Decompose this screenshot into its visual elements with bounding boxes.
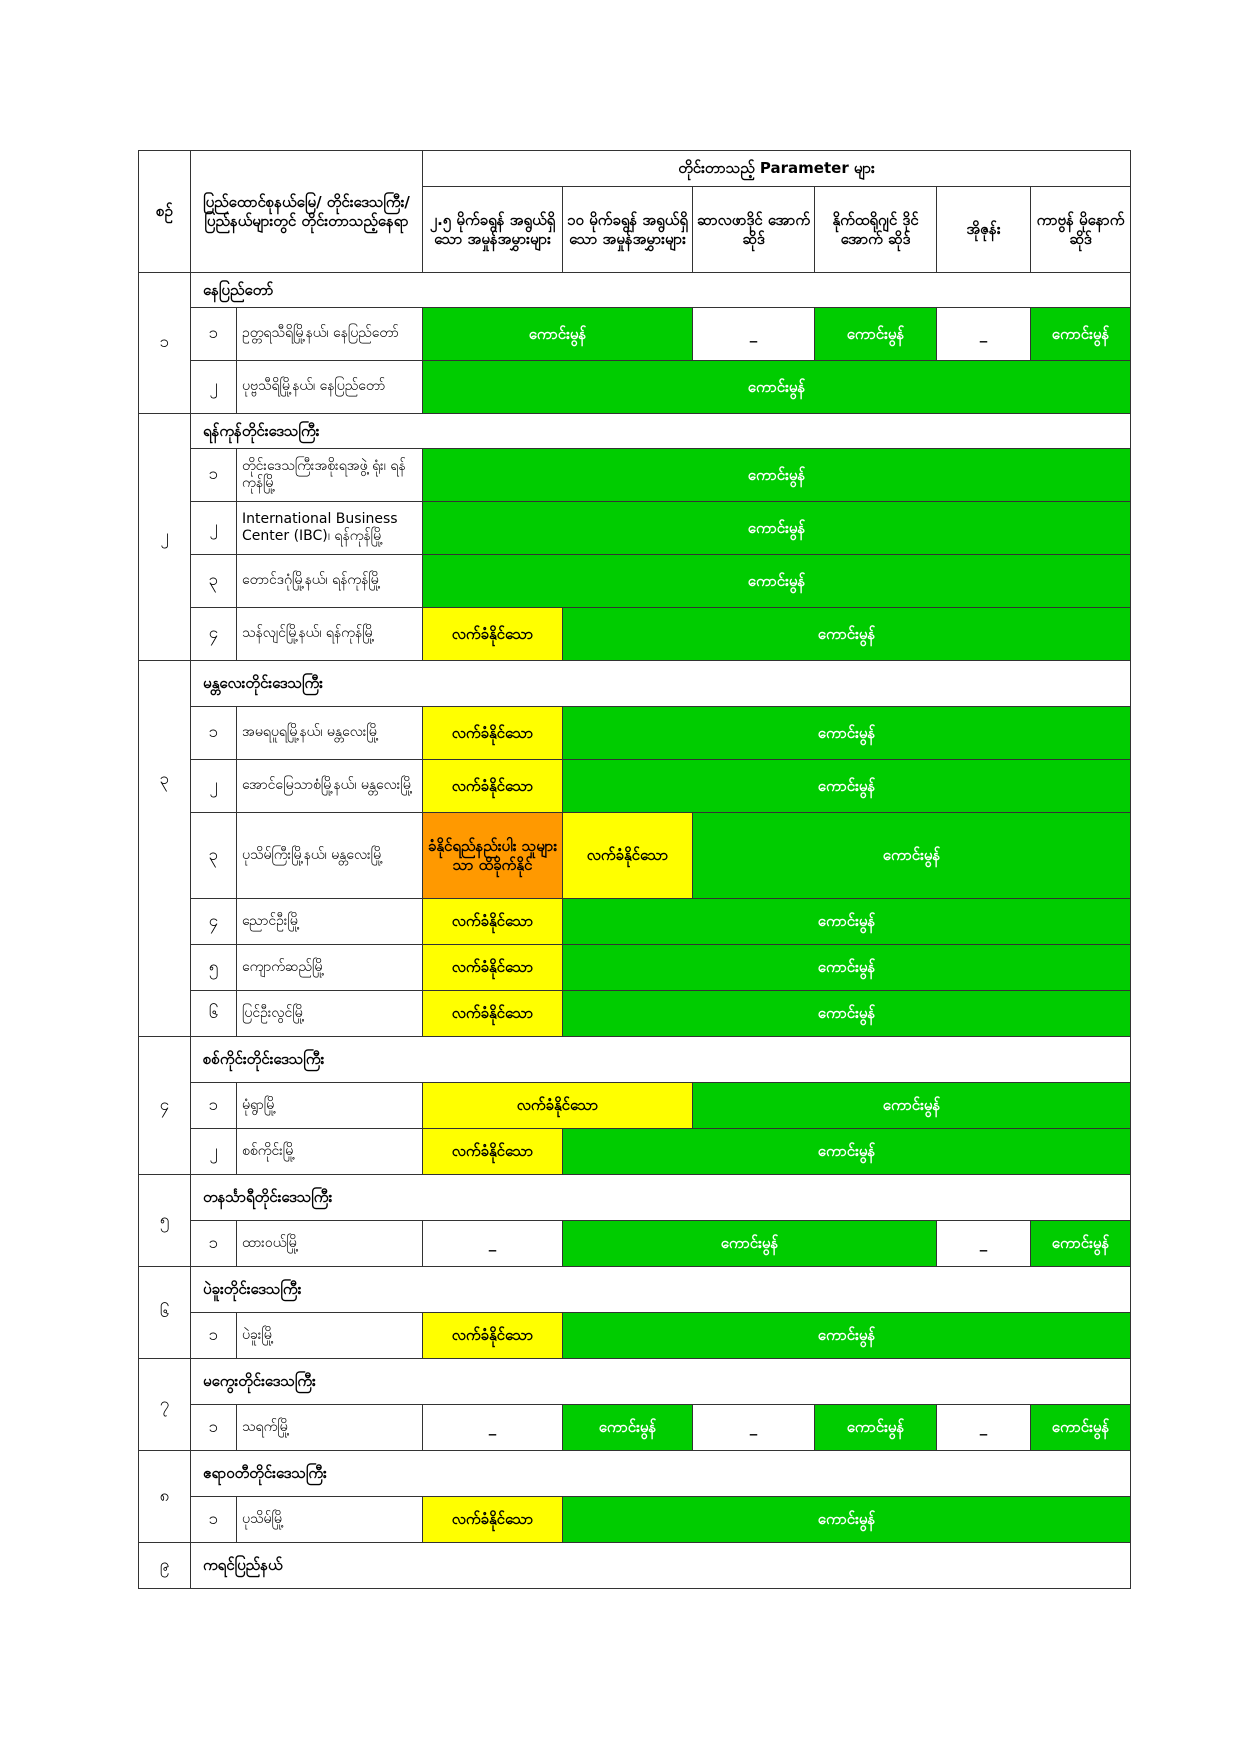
status-good: ကောင်းမွန် — [563, 707, 1131, 760]
status-none: _ — [937, 308, 1031, 361]
status-moderate: လက်ခံနိုင်သော — [423, 707, 563, 760]
region-number: ၄ — [139, 1037, 191, 1175]
status-none: _ — [693, 1405, 815, 1451]
status-moderate: လက်ခံနိုင်သော — [423, 608, 563, 661]
status-moderate: လက်ခံနိုင်သော — [423, 1129, 563, 1175]
region-number: ၆ — [139, 1267, 191, 1359]
site-name: ပုသိမ်ကြီးမြို့နယ်၊ မန္တလေးမြို့ — [237, 813, 423, 899]
status-moderate: လက်ခံနိုင်သော — [423, 1083, 693, 1129]
site-name: တောင်ဒဂုံမြို့နယ်၊ ရန်ကုန်မြို့ — [237, 555, 423, 608]
site-name: ပုသိမ်မြို့ — [237, 1497, 423, 1543]
site-number: ၃ — [191, 555, 237, 608]
status-good: ကောင်းမွန် — [423, 308, 693, 361]
site-name: သန်လျင်မြို့နယ်၊ ရန်ကုန်မြို့ — [237, 608, 423, 661]
site-name: International Business Center (IBC)၊ ရန်ကုန်မြို့ — [237, 502, 423, 555]
status-good: ကောင်းမွန် — [563, 1405, 693, 1451]
site-number: ၄ — [191, 899, 237, 945]
site-number: ၁ — [191, 1405, 237, 1451]
header-location: ပြည်ထောင်စုနယ်မြေ/ တိုင်းဒေသကြီး/ ပြည်နယ်များတွင် တိုင်းတာသည့်နေရာ — [191, 151, 423, 273]
header-no2: နိုက်ထရိုဂျင် ဒိုင်အောက် ဆိုဒ် — [815, 187, 937, 273]
site-name: ညောင်ဦးမြို့ — [237, 899, 423, 945]
status-none: _ — [423, 1405, 563, 1451]
site-name: ပဲခူးမြို့ — [237, 1313, 423, 1359]
header-so2: ဆာလဖာဒိုင် အောက်ဆိုဒ် — [693, 187, 815, 273]
status-good: ကောင်းမွန် — [563, 945, 1131, 991]
region-name: မန္တလေးတိုင်းဒေသကြီး — [191, 661, 1131, 707]
status-moderate: လက်ခံနိုင်သော — [423, 991, 563, 1037]
site-number: ၂ — [191, 760, 237, 813]
status-good: ကောင်းမွန် — [423, 502, 1131, 555]
site-number: ၁ — [191, 1497, 237, 1543]
site-number: ၁ — [191, 308, 237, 361]
site-number: ၃ — [191, 813, 237, 899]
status-good: ကောင်းမွန် — [563, 1313, 1131, 1359]
status-good: ကောင်းမွန် — [563, 991, 1131, 1037]
header-no: စဉ် — [139, 151, 191, 273]
status-moderate: လက်ခံနိုင်သော — [423, 1497, 563, 1543]
site-number: ၁ — [191, 707, 237, 760]
site-number: ၁ — [191, 449, 237, 502]
site-name: မုံရွာမြို့ — [237, 1083, 423, 1129]
status-none: _ — [937, 1221, 1031, 1267]
status-good: ကောင်းမွန် — [423, 361, 1131, 414]
status-good: ကောင်းမွန် — [1031, 1405, 1131, 1451]
site-number: ၄ — [191, 608, 237, 661]
status-good: ကောင်းမွန် — [1031, 308, 1131, 361]
status-none: _ — [423, 1221, 563, 1267]
region-name: မကွေးတိုင်းဒေသကြီး — [191, 1359, 1131, 1405]
site-name: ထားဝယ်မြို့ — [237, 1221, 423, 1267]
region-name: နေပြည်တော် — [191, 273, 1131, 308]
header-co: ကာဗွန် မိုနောက် ဆိုဒ် — [1031, 187, 1131, 273]
region-number: ၃ — [139, 661, 191, 899]
status-moderate: လက်ခံနိုင်သော — [423, 945, 563, 991]
region-name: စစ်ကိုင်းတိုင်းဒေသကြီး — [191, 1037, 1131, 1083]
status-good: ကောင်းမွန် — [563, 1221, 937, 1267]
status-moderate: လက်ခံနိုင်သော — [423, 899, 563, 945]
status-none: _ — [937, 1405, 1031, 1451]
status-good: ကောင်းမွန် — [815, 308, 937, 361]
site-name: ပုဗ္ဗသီရိမြို့နယ်၊ နေပြည်တော် — [237, 361, 423, 414]
site-number: ၁ — [191, 1221, 237, 1267]
status-good: ကောင်းမွန် — [563, 760, 1131, 813]
status-good: ကောင်းမွန် — [563, 1129, 1131, 1175]
region-number-continued — [139, 899, 191, 1037]
status-good: ကောင်းမွန် — [693, 813, 1131, 899]
site-name: သရက်မြို့ — [237, 1405, 423, 1451]
region-number: ၇ — [139, 1359, 191, 1451]
site-number: ၂ — [191, 361, 237, 414]
site-number: ၁ — [191, 1313, 237, 1359]
site-name: အောင်မြေသာစံမြို့နယ်၊ မန္တလေးမြို့ — [237, 760, 423, 813]
region-number: ၂ — [139, 414, 191, 661]
status-good: ကောင်းမွန် — [423, 555, 1131, 608]
site-number: ၆ — [191, 991, 237, 1037]
air-quality-table — [138, 150, 1131, 1589]
region-name: ကရင်ပြည်နယ် — [191, 1543, 1131, 1589]
site-name: တိုင်းဒေသကြီးအစိုးရအဖွဲ့ ရုံး၊ ရန်ကုန်မြို့ — [237, 449, 423, 502]
site-number: ၁ — [191, 1083, 237, 1129]
region-number: ၅ — [139, 1175, 191, 1267]
status-good: ကောင်းမွန် — [563, 608, 1131, 661]
status-good: ကောင်းမွန် — [563, 899, 1131, 945]
site-name: ဥတ္တရသီရိမြို့နယ်၊ နေပြည်တော် — [237, 308, 423, 361]
region-number: ၉ — [139, 1543, 191, 1589]
status-good: ကောင်းမွန် — [693, 1083, 1131, 1129]
site-name: အမရပူရမြို့နယ်၊ မန္တလေးမြို့ — [237, 707, 423, 760]
region-number: ၁ — [139, 273, 191, 414]
status-good: ကောင်းမွန် — [1031, 1221, 1131, 1267]
status-none: _ — [693, 308, 815, 361]
site-number: ၂ — [191, 502, 237, 555]
status-good: ကောင်းမွန် — [815, 1405, 937, 1451]
status-good: ကောင်းမွန် — [423, 449, 1131, 502]
region-name: ပဲခူးတိုင်းဒေသကြီး — [191, 1267, 1131, 1313]
site-name: ပြင်ဦးလွင်မြို့ — [237, 991, 423, 1037]
region-name: ရန်ကုန်တိုင်းဒေသကြီး — [191, 414, 1131, 449]
region-name: ဧရာဝတီတိုင်းဒေသကြီး — [191, 1451, 1131, 1497]
status-moderate: လက်ခံနိုင်သော — [423, 760, 563, 813]
status-unhealthy-sensitive: ခံနိုင်ရည်နည်းပါး သူများသာ ထိခိုက်နိုင် — [423, 813, 563, 899]
site-number: ၂ — [191, 1129, 237, 1175]
header-parameters: တိုင်းတာသည့် Parameter များ — [423, 151, 1131, 187]
region-name: တနင်္သာရီတိုင်းဒေသကြီး — [191, 1175, 1131, 1221]
status-good: ကောင်းမွန် — [563, 1497, 1131, 1543]
site-number: ၅ — [191, 945, 237, 991]
region-number: ၈ — [139, 1451, 191, 1543]
site-name: စစ်ကိုင်းမြို့ — [237, 1129, 423, 1175]
header-o3: အိုဇုန်း — [937, 187, 1031, 273]
status-moderate: လက်ခံနိုင်သော — [563, 813, 693, 899]
site-name: ကျောက်ဆည်မြို့ — [237, 945, 423, 991]
header-pm10: ၁၀ မိုက်ခရွန် အရွယ်ရှိသော အမှုန်အမွှားများ — [563, 187, 693, 273]
header-pm25: ၂.၅ မိုက်ခရွန် အရွယ်ရှိသော အမှုန်အမွှားများ — [423, 187, 563, 273]
status-moderate: လက်ခံနိုင်သော — [423, 1313, 563, 1359]
